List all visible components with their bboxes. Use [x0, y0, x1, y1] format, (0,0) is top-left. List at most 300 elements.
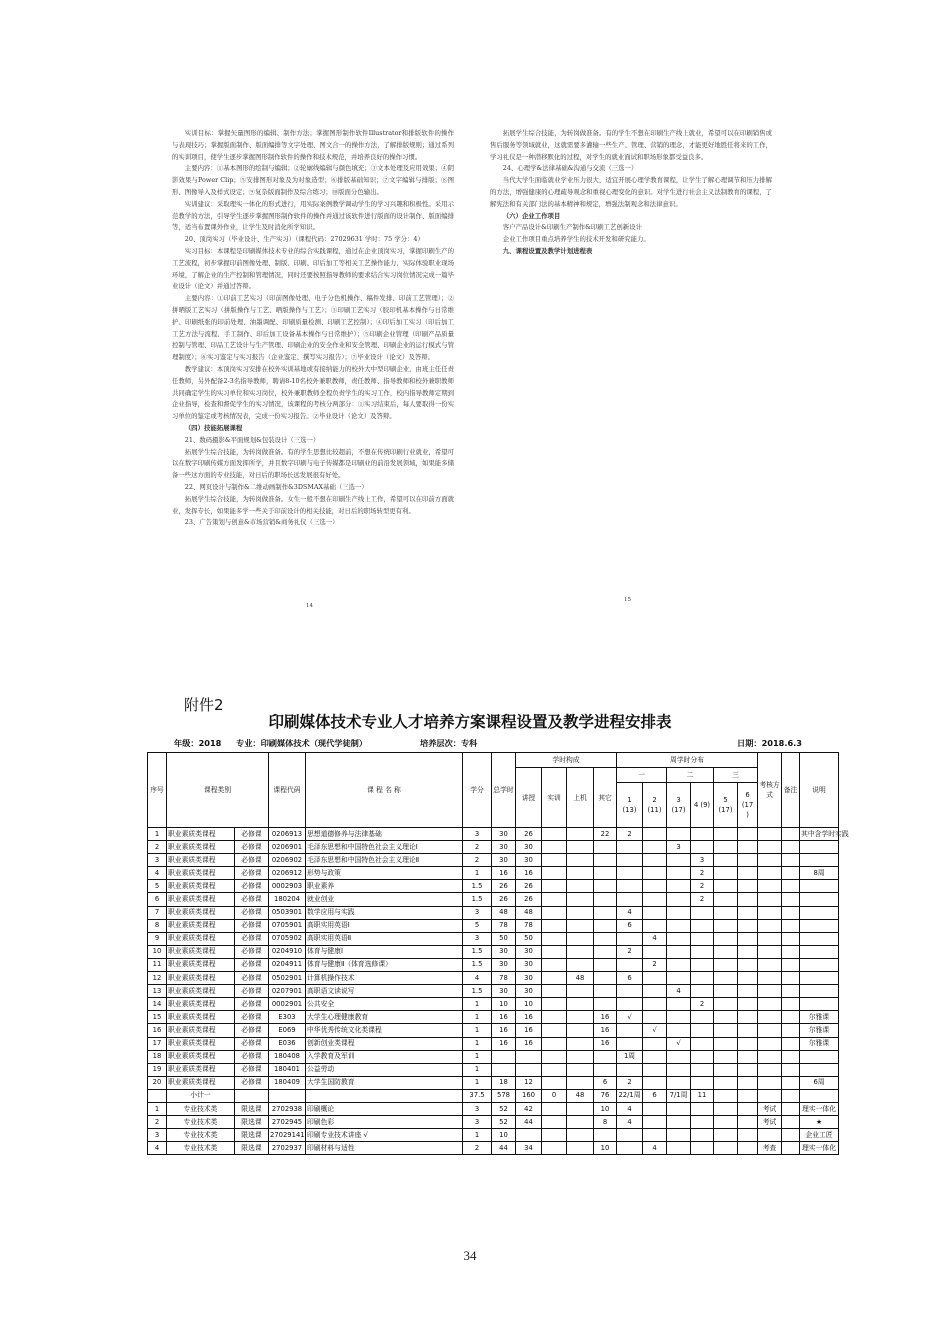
table-cell — [567, 1076, 594, 1089]
table-cell: 必修课 — [235, 919, 269, 932]
table-cell — [714, 1076, 738, 1089]
table-row — [148, 958, 839, 971]
table-cell — [643, 1129, 667, 1142]
table-cell — [714, 958, 738, 971]
table-cell: 44 — [516, 1116, 542, 1129]
header-note: 说明 — [800, 753, 839, 828]
table-cell: 78 — [492, 972, 516, 985]
table-cell — [714, 1063, 738, 1076]
table-cell: 10 — [492, 1129, 516, 1142]
table-cell: 2 — [617, 945, 643, 958]
header-name: 课 程 名 称 — [306, 753, 463, 828]
table-cell: 计算机操作技术 — [306, 972, 463, 985]
table-row — [148, 880, 839, 893]
table-cell: 必修课 — [235, 945, 269, 958]
table-cell: 30 — [516, 985, 542, 998]
table-row — [148, 1102, 839, 1115]
table-cell — [516, 1050, 542, 1063]
table-cell — [782, 919, 800, 932]
table-cell — [758, 919, 782, 932]
table-cell: 职业素质类课程 — [167, 958, 235, 971]
table-cell: 印刷专业技术讲座 √ — [306, 1129, 463, 1142]
course-schedule-table — [147, 752, 849, 1155]
table-cell: 小计一 — [167, 1089, 235, 1102]
table-cell — [567, 932, 594, 945]
table-row — [148, 1011, 839, 1024]
table-cell: 16 — [148, 1024, 167, 1037]
table-cell — [667, 880, 691, 893]
header-week-group: 周学时分布 — [617, 753, 758, 768]
table-cell: 职业素质类课程 — [167, 1011, 235, 1024]
right-paragraph: （六）企业工作项目 — [502, 211, 561, 220]
table-cell — [542, 998, 567, 1011]
table-cell — [800, 1063, 839, 1076]
table-cell: 职业素质类课程 — [167, 919, 235, 932]
table-cell — [782, 906, 800, 919]
table-cell — [738, 1076, 758, 1089]
table-cell: 毛泽东思想和中国特色社会主义理论Ⅰ — [306, 841, 463, 854]
table-cell: 3 — [463, 932, 492, 945]
table-cell: 3 — [691, 854, 714, 867]
header-term3: 3 (17) — [667, 783, 691, 828]
table-cell — [782, 932, 800, 945]
table-cell — [567, 1011, 594, 1024]
table-cell — [782, 985, 800, 998]
table-cell — [758, 854, 782, 867]
table-cell — [667, 828, 691, 841]
table-cell: 30 — [516, 945, 542, 958]
right-page-text — [490, 128, 772, 258]
table-cell: 6 — [617, 919, 643, 932]
table-cell — [691, 1142, 714, 1155]
table-cell — [691, 1011, 714, 1024]
table-cell — [738, 1037, 758, 1050]
table-cell: 78 — [516, 919, 542, 932]
table-cell: 13 — [148, 985, 167, 998]
table-row — [148, 828, 839, 841]
table-cell — [691, 919, 714, 932]
table-cell: 16 — [516, 1024, 542, 1037]
table-cell — [738, 998, 758, 1011]
table-cell — [567, 1050, 594, 1063]
attachment-label: 附件2 — [184, 696, 224, 714]
table-cell — [691, 945, 714, 958]
table-cell: 30 — [516, 854, 542, 867]
table-cell: 18 — [492, 1076, 516, 1089]
left-paragraph: 主要内容：①基本图形的绘制与编辑；②轮廓线编辑与颜色填充；③文本处理及应用效果；④阴影效果与Power Clip；⑤安排图形对象及为对象造型；⑥排版基础知识；⑦文字编辑与排版；⑧图形、图像导入及样式设定；⑨复杂版面制作及综合练习；⑩版面分色输出。 — [172, 164, 454, 196]
table-cell: 27029141 — [269, 1129, 306, 1142]
table-cell: 76 — [594, 1089, 617, 1102]
table-cell: 限选课 — [235, 1142, 269, 1155]
table-cell — [800, 1050, 839, 1063]
table-cell — [643, 1011, 667, 1024]
table-cell: 高职实用英语Ⅰ — [306, 919, 463, 932]
table-cell: 11 — [691, 1089, 714, 1102]
table-cell — [567, 1037, 594, 1050]
table-cell: 10 — [594, 1142, 617, 1155]
table-cell — [643, 1116, 667, 1129]
table-cell — [617, 998, 643, 1011]
table-cell: 0206912 — [269, 867, 306, 880]
table-cell — [714, 932, 738, 945]
table-cell — [567, 906, 594, 919]
table-cell: 1 — [148, 828, 167, 841]
table-cell: 2 — [617, 1076, 643, 1089]
table-cell: 考试 — [758, 1116, 782, 1129]
table-cell: 42 — [516, 1102, 542, 1115]
table-cell — [643, 1076, 667, 1089]
table-cell: ★ — [800, 1116, 839, 1129]
grade-label: 年级：2018 — [174, 738, 222, 748]
table-cell: 8 — [594, 1116, 617, 1129]
header-category: 课程类别 — [167, 753, 269, 828]
table-cell — [667, 1050, 691, 1063]
table-cell — [567, 867, 594, 880]
header-practice: 实训 — [542, 768, 567, 828]
table-cell — [758, 932, 782, 945]
table-cell: E303 — [269, 1011, 306, 1024]
table-cell: 职业素质类课程 — [167, 985, 235, 998]
table-cell: 1 — [463, 1011, 492, 1024]
table-cell: 4 — [617, 906, 643, 919]
table-cell — [800, 880, 839, 893]
table-cell — [594, 867, 617, 880]
table-cell: 4 — [148, 867, 167, 880]
table-cell: 3 — [463, 1102, 492, 1115]
table-cell: 30 — [516, 972, 542, 985]
table-cell: 必修课 — [235, 1037, 269, 1050]
table-cell — [782, 1037, 800, 1050]
table-cell: 30 — [492, 841, 516, 854]
table-cell — [667, 906, 691, 919]
table-cell: 考查 — [758, 1142, 782, 1155]
table-cell — [738, 1089, 758, 1102]
table-cell — [667, 932, 691, 945]
table-cell — [542, 985, 567, 998]
table-cell — [617, 1037, 643, 1050]
table-cell: 0705901 — [269, 919, 306, 932]
table-cell: 0002903 — [269, 880, 306, 893]
header-other: 其它 — [594, 768, 617, 828]
table-cell — [643, 945, 667, 958]
table-cell — [617, 854, 643, 867]
table-cell — [643, 1037, 667, 1050]
table-cell — [542, 906, 567, 919]
table-cell: 4 — [667, 985, 691, 998]
table-cell: 30 — [492, 854, 516, 867]
table-cell: 专业技术类 — [167, 1142, 235, 1155]
table-cell — [542, 1037, 567, 1050]
table-cell: 1 — [463, 998, 492, 1011]
table-cell — [714, 1024, 738, 1037]
table-cell — [714, 828, 738, 841]
table-cell: 48 — [492, 906, 516, 919]
table-cell: 48 — [567, 1089, 594, 1102]
table-cell: 19 — [148, 1063, 167, 1076]
table-cell — [691, 985, 714, 998]
table-cell — [782, 854, 800, 867]
table-cell: 22/1周 — [617, 1089, 643, 1102]
right-paragraph: 客户产品设计&印刷生产制作&印刷工艺创新设计 — [502, 223, 642, 232]
table-cell: 26 — [492, 893, 516, 906]
table-cell — [691, 1037, 714, 1050]
table-row — [148, 867, 839, 880]
table-cell — [758, 893, 782, 906]
table-cell: 16 — [516, 1037, 542, 1050]
table-cell — [617, 1024, 643, 1037]
table-cell: 5 — [148, 880, 167, 893]
table-cell: 0204911 — [269, 958, 306, 971]
table-cell — [567, 985, 594, 998]
table-cell: 78 — [492, 919, 516, 932]
table-cell: 形势与政策 — [306, 867, 463, 880]
table-cell: 0 — [542, 1089, 567, 1102]
table-cell — [667, 1102, 691, 1115]
table-cell: 52 — [492, 1116, 516, 1129]
table-cell — [567, 880, 594, 893]
table-cell: 入学教育及军训 — [306, 1050, 463, 1063]
table-row — [148, 1089, 839, 1102]
right-paragraph: 企业工作项目重点培养学生的技术开发和研究能力。 — [502, 235, 650, 244]
header-term4: 4 (9) — [691, 783, 714, 828]
table-cell — [714, 1089, 738, 1102]
table-row — [148, 945, 839, 958]
table-cell: 180408 — [269, 1050, 306, 1063]
table-cell: 2702937 — [269, 1142, 306, 1155]
table-cell — [667, 867, 691, 880]
table-cell: 尔雅课 — [800, 1011, 839, 1024]
table-cell — [594, 893, 617, 906]
table-cell: 5 — [463, 919, 492, 932]
table-cell — [567, 1116, 594, 1129]
table-cell — [714, 1142, 738, 1155]
table-cell: 创新创业类课程 — [306, 1037, 463, 1050]
table-cell: 职业素质类课程 — [167, 1024, 235, 1037]
table-cell — [542, 1102, 567, 1115]
table-cell — [714, 985, 738, 998]
table-cell — [567, 998, 594, 1011]
table-cell: 职业素质类课程 — [167, 1076, 235, 1089]
table-cell: 毛泽东思想和中国特色社会主义理论Ⅱ — [306, 854, 463, 867]
table-cell: 考试 — [758, 1102, 782, 1115]
table-cell — [594, 1063, 617, 1076]
table-cell: 必修课 — [235, 880, 269, 893]
table-cell — [617, 958, 643, 971]
table-cell: 10 — [594, 1102, 617, 1115]
table-cell — [738, 958, 758, 971]
table-cell — [714, 1129, 738, 1142]
table-cell — [594, 1050, 617, 1063]
table-cell: 52 — [492, 1102, 516, 1115]
table-cell: 职业素质类课程 — [167, 841, 235, 854]
table-cell: 尔雅课 — [800, 1024, 839, 1037]
table-cell: √ — [643, 1024, 667, 1037]
table-cell — [667, 893, 691, 906]
table-cell — [800, 972, 839, 985]
table-cell — [667, 854, 691, 867]
table-cell: 10 — [148, 945, 167, 958]
left-paragraph: 拓展学生综合技能，为转岗做准备。有的学生思想比较超前，不想在传统印刷行业就业，希望可以在数字印刷传媒方面发挥所学，并且数字印刷与电子传媒都是印刷业的前沿发展领域，如果能多储备一些这方面的专业技能，对日后的职场长远发展很有好处。 — [172, 447, 454, 480]
table-cell — [617, 880, 643, 893]
header-seq: 序号 — [148, 753, 167, 828]
table-cell: 180409 — [269, 1076, 306, 1089]
table-cell — [714, 1050, 738, 1063]
table-cell: 50 — [492, 932, 516, 945]
table-cell: 30 — [492, 958, 516, 971]
table-cell — [800, 958, 839, 971]
table-cell: 职业素质类课程 — [167, 1050, 235, 1063]
table-cell — [643, 1050, 667, 1063]
table-cell: 必修课 — [235, 906, 269, 919]
table-cell — [594, 945, 617, 958]
table-cell — [738, 945, 758, 958]
table-cell: 18 — [148, 1050, 167, 1063]
table-cell — [714, 945, 738, 958]
table-cell: 10 — [492, 998, 516, 1011]
table-cell: 26 — [516, 828, 542, 841]
table-cell — [594, 880, 617, 893]
major-label: 专业：印刷媒体技术（现代学徒制） — [236, 738, 368, 748]
table-cell — [714, 854, 738, 867]
table-cell — [758, 828, 782, 841]
table-cell — [758, 1063, 782, 1076]
table-cell: 体育与健康Ⅱ（体育选修课） — [306, 958, 463, 971]
table-cell: 15 — [148, 1011, 167, 1024]
header-term5: 5 (17) — [714, 783, 738, 828]
table-row — [148, 1063, 839, 1076]
table-cell: 1 — [463, 1063, 492, 1076]
table-cell: 3 — [463, 828, 492, 841]
table-cell — [738, 1063, 758, 1076]
table-cell — [567, 1129, 594, 1142]
table-cell: 职业素质类课程 — [167, 828, 235, 841]
table-cell — [758, 1011, 782, 1024]
table-cell: 1.5 — [463, 985, 492, 998]
table-cell: 0206901 — [269, 841, 306, 854]
table-cell — [594, 841, 617, 854]
table-cell: 高职实用英语Ⅱ — [306, 932, 463, 945]
table-cell: 34 — [516, 1142, 542, 1155]
table-cell — [691, 1063, 714, 1076]
table-cell: 26 — [516, 880, 542, 893]
table-cell — [567, 945, 594, 958]
table-cell — [782, 867, 800, 880]
table-cell — [691, 841, 714, 854]
table-cell — [667, 972, 691, 985]
table-cell: 22 — [594, 828, 617, 841]
left-paragraph: 23、广告策划与创意&市场营销&商务礼仪（三选一） — [184, 518, 339, 527]
table-cell: 8 — [148, 919, 167, 932]
table-cell: 2702938 — [269, 1102, 306, 1115]
table-cell — [800, 893, 839, 906]
left-paragraph: 实训目标：掌握矢量图形的编辑、制作方法；掌握图形制作软件Illustrator和排版软件的操作与表现技巧；掌握版面制作、版面编排等文字处理、图文合一的操作方法，了解排版规则；通过系列的实训项目，使学生逐步掌握图形制作软件的操作和技术规范，并培养良好的操作习惯。 — [172, 129, 454, 161]
header-lecture: 讲授 — [516, 768, 542, 828]
table-cell — [782, 893, 800, 906]
table-cell — [738, 919, 758, 932]
table-cell: 理实一体化 — [800, 1102, 839, 1115]
table-cell — [594, 919, 617, 932]
table-cell: 必修课 — [235, 893, 269, 906]
table-cell: 16 — [492, 1011, 516, 1024]
table-cell: 16 — [516, 867, 542, 880]
table-cell — [738, 880, 758, 893]
table-cell: 职业素质类课程 — [167, 972, 235, 985]
table-cell — [738, 893, 758, 906]
table-cell: 0002901 — [269, 998, 306, 1011]
table-cell: 48 — [516, 906, 542, 919]
table-cell: 2 — [463, 1142, 492, 1155]
left-paragraph: 21、数码摄影&平面规划&包装设计（三选一） — [184, 435, 320, 444]
table-cell — [567, 854, 594, 867]
table-cell — [594, 958, 617, 971]
table-cell — [714, 906, 738, 919]
table-cell — [738, 1116, 758, 1129]
table-cell — [542, 854, 567, 867]
table-cell: 1.5 — [463, 880, 492, 893]
header-term2: 2 (11) — [643, 783, 667, 828]
table-cell: 0705902 — [269, 932, 306, 945]
table-cell — [691, 972, 714, 985]
table-row — [148, 893, 839, 906]
table-cell: 公共安全 — [306, 998, 463, 1011]
left-paragraph: 主要内容：①印前工艺实习（印前图像处理、电子分色机操作、稿件发排、印前工艺管理）；②拼晒版工艺实习（拼版操作与工艺、晒版操作与工艺）；③印刷工艺实习（胶印机基本操作与日常维护、印刷纸张的印前处理、油墨调配、印刷质量检测、印刷工艺控制）；④印后加工实习（印后加工工艺方法与流程、手工制作、印后加工设备基本操作与日常维护）；⑤印刷企业管理（印刷产品质量控制与管理、印品工艺设计与生产管理、印刷企业的安全作业和安全管理、印刷企业的运行模式与管理制度）；⑥实习鉴定与实习报告（企业鉴定、撰写实习报告）；⑦毕业设计（论文）及答辩。 — [172, 294, 454, 362]
table-cell — [667, 1063, 691, 1076]
table-cell: E036 — [269, 1037, 306, 1050]
header-term6: 6 (17 ) — [738, 783, 758, 828]
table-cell — [738, 1102, 758, 1115]
table-cell: 专业技术类 — [167, 1129, 235, 1142]
table-cell — [800, 1089, 839, 1102]
table-cell — [800, 985, 839, 998]
table-cell — [758, 841, 782, 854]
table-cell — [516, 1063, 542, 1076]
table-cell — [567, 1102, 594, 1115]
table-cell: 0503901 — [269, 906, 306, 919]
table-cell — [782, 972, 800, 985]
table-cell — [667, 919, 691, 932]
table-cell — [738, 1011, 758, 1024]
table-cell — [758, 906, 782, 919]
table-cell: 必修课 — [235, 854, 269, 867]
table-cell — [758, 972, 782, 985]
table-cell — [758, 1076, 782, 1089]
table-cell — [800, 945, 839, 958]
table-cell — [738, 985, 758, 998]
table-cell — [714, 919, 738, 932]
table-cell — [782, 1142, 800, 1155]
table-cell — [542, 880, 567, 893]
table-cell — [594, 1129, 617, 1142]
table-cell: 1.5 — [463, 945, 492, 958]
header-year3: 三 — [714, 768, 758, 783]
header-credit: 学分 — [463, 753, 492, 828]
table-cell: 限选课 — [235, 1102, 269, 1115]
table-cell — [758, 1089, 782, 1102]
table-cell: 3 — [667, 841, 691, 854]
table-cell: 1 — [463, 1024, 492, 1037]
table-cell: 180401 — [269, 1063, 306, 1076]
table-row — [148, 1129, 839, 1142]
table-cell — [691, 1129, 714, 1142]
table-cell — [542, 841, 567, 854]
right-paragraph: 当代大学生面临就业学业压力很大，适宜开展心理学教育课程，让学生了解心理调节和压力排解的方法，增强健康的心理疏导观念和重视心理变化的意识。对学生进行社会主义法制教育的课程，了解宪法和有关部门法的基本精神和规定，增强法制观念和法律意识。 — [490, 176, 772, 208]
table-cell — [691, 828, 714, 841]
table-cell — [617, 841, 643, 854]
table-cell: 职业素质类课程 — [167, 893, 235, 906]
table-cell: 尔雅课 — [800, 1037, 839, 1050]
table-cell: 1 — [463, 1129, 492, 1142]
table-cell — [542, 1063, 567, 1076]
